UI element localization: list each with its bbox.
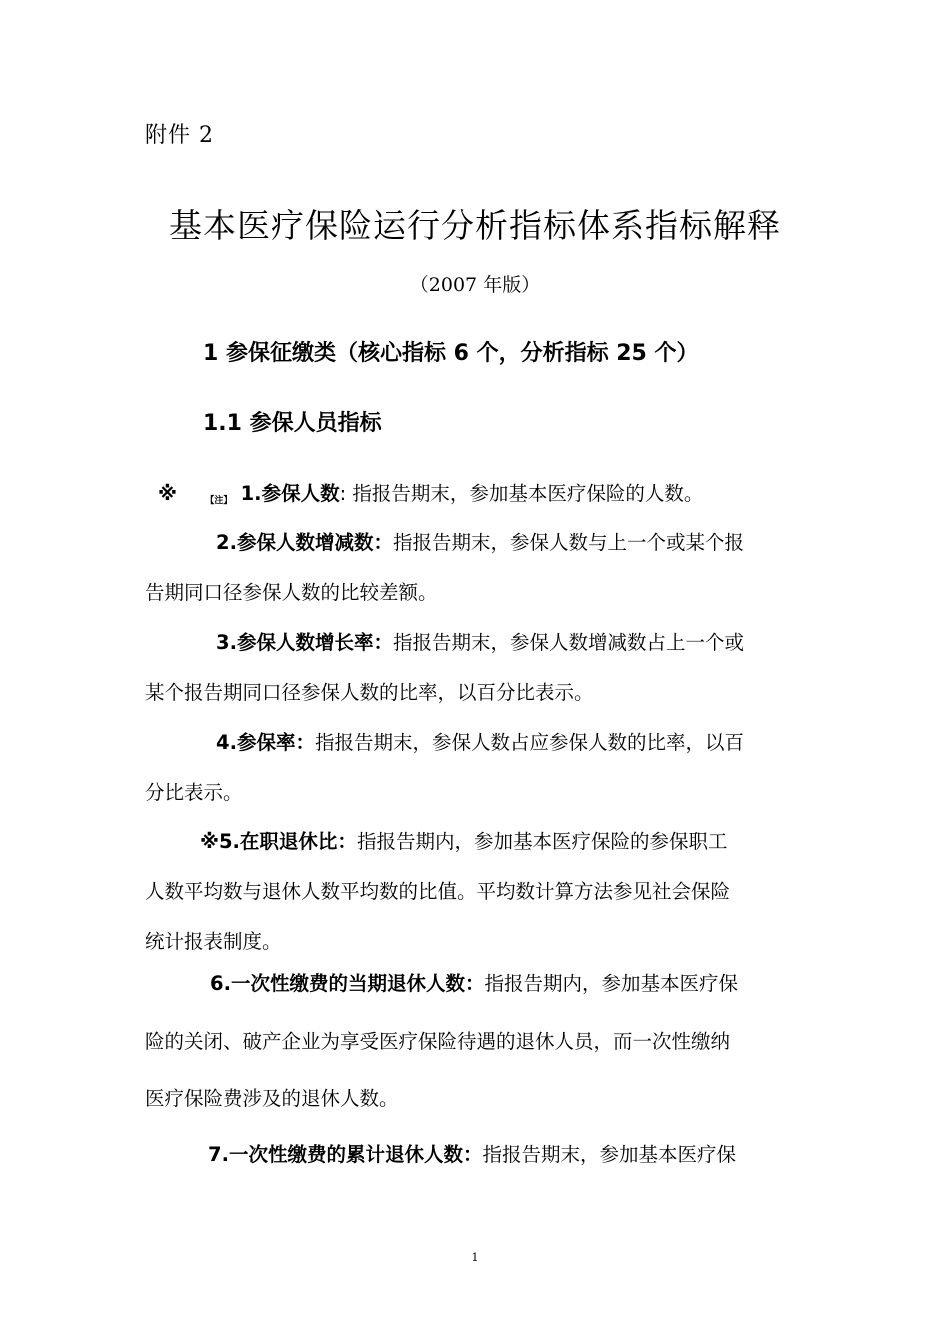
indicator-item-5-line-3: 统计报表制度。	[145, 930, 282, 953]
attachment-label: 附件 2	[145, 123, 214, 148]
document-title: 基本医疗保险运行分析指标体系指标解释	[169, 206, 781, 245]
indicator-definition: 指报告期末，参加基本医疗保	[482, 1143, 736, 1166]
footnote-marker: 【注】	[205, 496, 233, 506]
indicator-item-7-line-1	[208, 1139, 736, 1167]
indicator-item-3-line-2: 某个报告期同口径参保人数的比率，以百分比表示。	[145, 681, 594, 704]
edition-label: （2007 年版）	[409, 274, 541, 296]
indicator-term: 7.一次性缴费的累计退休人数：	[208, 1143, 483, 1166]
indicator-term: 3.参保人数增长率：	[216, 631, 393, 654]
indicator-term: ※5.在职退休比：	[200, 830, 357, 853]
section-heading-1-1: 1.1 参保人员指标	[203, 411, 382, 436]
indicator-item-5-line-2: 人数平均数与退休人数平均数的比值。平均数计算方法参见社会保险	[145, 880, 731, 903]
indicator-item-1	[158, 478, 703, 506]
indicator-definition: 指报告期内，参加基本医疗保	[484, 972, 738, 995]
indicator-item-5-line-1	[200, 826, 727, 854]
indicator-item-3-line-1	[216, 627, 744, 655]
indicator-term: 6.一次性缴费的当期退休人数：	[210, 972, 485, 995]
indicator-item-6-line-1	[210, 968, 738, 996]
indicator-term: 2.参保人数增减数：	[216, 531, 393, 554]
indicator-item-2-line-2: 告期同口径参保人数的比较差额。	[145, 581, 438, 604]
indicator-item-6-line-2: 险的关闭、破产企业为享受医疗保险待遇的退休人员，而一次性缴纳	[145, 1030, 731, 1053]
core-indicator-mark: ※	[158, 482, 177, 505]
indicator-item-4-line-2: 分比表示。	[145, 781, 243, 804]
page-number: 1	[471, 1251, 479, 1264]
indicator-term: 1.参保人数	[240, 482, 340, 505]
indicator-item-6-line-3: 医疗保险费涉及的退休人数。	[145, 1087, 399, 1110]
indicator-definition: 指报告期末，参保人数与上一个或某个报	[392, 531, 744, 554]
indicator-definition: 指报告期内，参加基本医疗保险的参保职工	[356, 830, 728, 853]
indicator-definition: 指报告期末，参保人数占应参保人数的比率，以百	[314, 731, 744, 754]
indicator-item-2-line-1	[216, 527, 744, 555]
indicator-definition: 指报告期末，参保人数增减数占上一个或	[392, 631, 744, 654]
indicator-separator: :	[339, 482, 353, 505]
section-heading-1: 1 参保征缴类（核心指标 6 个，分析指标 25 个）	[203, 341, 699, 366]
indicator-definition: 指报告期末，参加基本医疗保险的人数。	[352, 482, 704, 505]
indicator-item-4-line-1	[216, 727, 744, 755]
indicator-term: 4.参保率：	[216, 731, 315, 754]
